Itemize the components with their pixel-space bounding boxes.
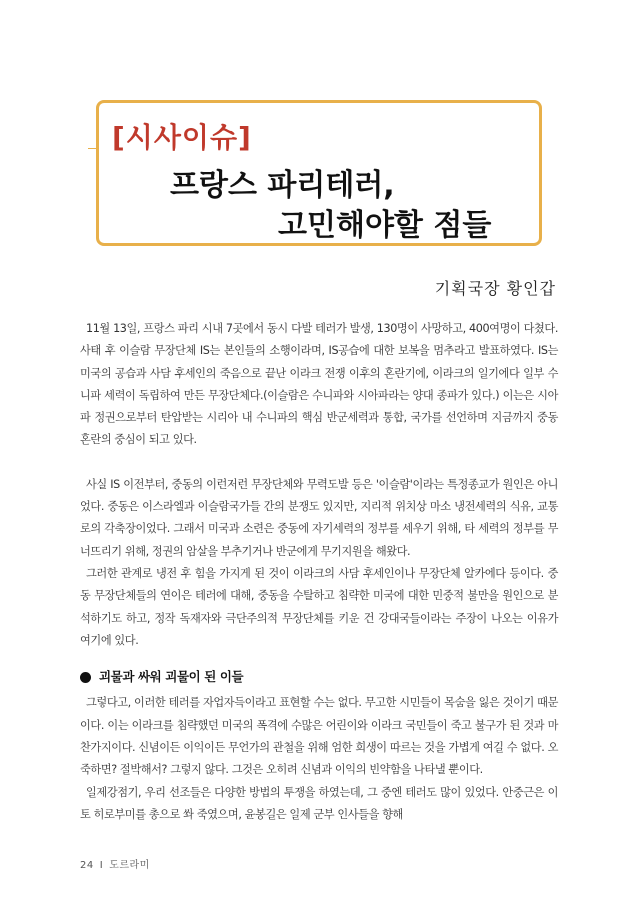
paragraph: 일제강점기, 우리 선조들은 다양한 방법의 투쟁을 하였는데, 그 중엔 테러도 많이 있었다. 안중근은 이토 히로부미를 총으로 쏴 죽였으며, 윤봉길은 일제 군부 인사들을 향해: [80, 785, 558, 821]
title-line-2: 고민해야할 점들: [278, 208, 492, 243]
bullet-icon: [80, 672, 91, 683]
page-footer: [80, 856, 150, 871]
author-byline: 기획국장 황인갑: [434, 279, 556, 298]
section-heading: [80, 666, 558, 688]
title-line-1: 프랑스 파리테러,: [170, 168, 395, 203]
footer-separator: I: [99, 860, 104, 871]
paragraph: 그렇다고, 이러한 테러를 자업자득이라고 표현할 수는 없다. 무고한 시민들이 목숨을 잃은 것이기 때문이다. 이는 이라크를 침략했던 미국의 폭격에 수많은 어린이와 이라크 국민들이 죽고 불구가 된 것과 마찬가지이다. 신념이든 이익이든 무언가의 관철을 위해 엄한 희생이 따르는 것을 가볍게 여길 수 없다. 오죽하면? 절박해서? 그렇지 않다. 그것은 오히려 신념과 이익의 빈약함을 나타낼 뿐이다.: [80, 696, 558, 777]
page-number: 24: [80, 860, 94, 871]
publication-name: 도르라미: [109, 860, 150, 871]
section-heading-text: 괴물과 싸워 괴물이 된 이들: [99, 669, 244, 685]
paragraph: 그러한 관계로 냉전 후 힘을 가지게 된 것이 이라크의 사담 후세인이나 무장단체 알카에다 등이다. 중동 무장단체들의 연이은 테러에 대해, 중동을 수탈하고 침략한 미국에 대한 민중적 불만을 원인으로 분석하기도 하고, 정작 독재자와 극단주의적 무장단체를 키운 건 강대국들이라는 주장이 나오는 이유가 여기에 있다.: [80, 566, 558, 647]
paragraph: 11월 13일, 프랑스 파리 시내 7곳에서 동시 다발 테러가 발생, 130명이 사망하고, 400여명이 다쳤다. 사태 후 이슬람 무장단체 IS는 본인들의 소행이라며, IS공습에 대한 보복을 멈추라고 발표하였다. IS는 미국의 공습과 사담 후세인의 죽음으로 끝난 이라크 전쟁 이후의 혼란기에, 이라크의 일기에다 일부 수니파 세력이 독립하여 만든 무장단체다.(이슬람은 수니파와 시아파라는 양대 종파가 있다.) 이는은 시아파 정권으로부터 탄압받는 시리아 내 수니파의 핵심 반군세력과 통합, 국가를 선언하며 지금까지 중동혼란의 중심이 되고 있다.: [80, 322, 558, 447]
category-label: [시사이슈]: [112, 121, 252, 154]
article-body: [80, 318, 558, 826]
paragraph: 사실 IS 이전부터, 중동의 이런저런 무장단체와 무력도발 등은 '이슬람'이라는 특정종교가 원인은 아니었다. 중동은 이스라엘과 이슬람국가들 간의 분쟁도 있지만, 지리적 위치상 마소 냉전세력의 식유, 교통로의 각축장이었다. 그래서 미국과 소련은 중동에 자기세력의 정부를 세우기 위해, 타 세력의 정부를 무너뜨리기 위해, 정권의 암살을 부추기거나 반군에게 무기지원을 해왔다.: [80, 477, 558, 558]
